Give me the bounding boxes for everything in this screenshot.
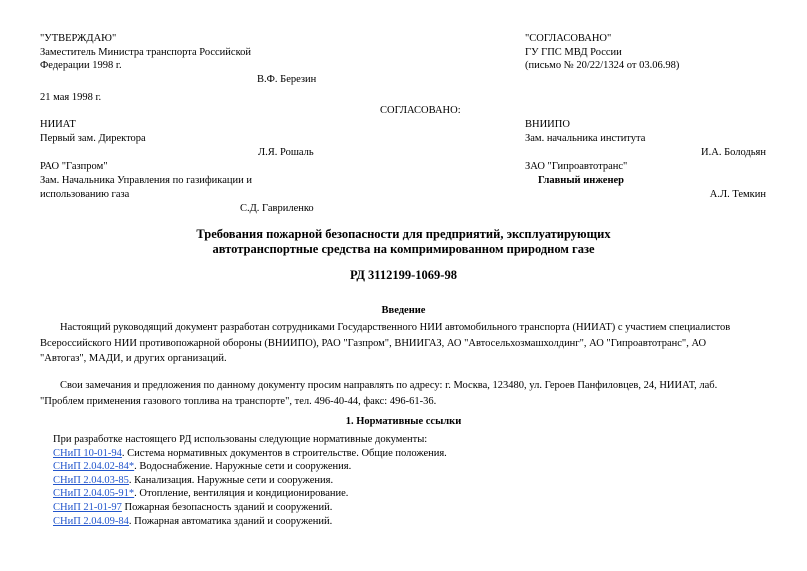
intro-line: Всероссийского НИИ противопожарной обороны (ВНИИПО), РАО "Газпром", ВНИИГАЗ, АО "Автосельхозмашхолдинг", АО "Гипроавтотранс", АО xyxy=(40,337,707,349)
approval-right-line: ГУ ГПС МВД России xyxy=(525,46,622,58)
niiat-post: Первый зам. Директора xyxy=(40,133,146,144)
intro-heading: Введение xyxy=(381,305,426,316)
agreed-heading: СОГЛАСОВАНО: xyxy=(380,105,461,116)
reference-text: Пожарная безопасность зданий и сооружений. xyxy=(121,501,333,513)
doc-title-line: Требования пожарной безопасности для предприятий, эксплуатирующих xyxy=(196,227,611,241)
reference-link[interactable]: СНиП 10-01-94 xyxy=(53,447,122,459)
reference-text: . Водоснабжение. Наружные сети и сооружения. xyxy=(134,461,352,473)
intro-line: Настоящий руководящий документ разработан сотрудниками Государственного НИИ автомобильного транспорта (НИИАТ) с участием специалистов xyxy=(60,322,731,333)
reference-item xyxy=(53,501,447,515)
intro-line: "Автогаз", МАДИ, и других организаций. xyxy=(40,353,227,364)
niiat-name: НИИАТ xyxy=(40,119,76,130)
gazprom-post: Зам. Начальника Управления по газификации и xyxy=(40,175,252,186)
reference-item xyxy=(53,515,447,529)
reference-link[interactable]: СНиП 2.04.02-84* xyxy=(53,461,135,473)
approval-left-date: 21 мая 1998 г. xyxy=(40,92,102,103)
approval-left-block xyxy=(40,32,251,73)
approval-right-block xyxy=(525,32,679,73)
doc-code: РД 3112199-1069-98 xyxy=(350,268,457,282)
approval-left-line: Федерации 1998 г. xyxy=(40,60,122,72)
approval-right-title: "СОГЛАСОВАНО" xyxy=(525,33,612,44)
references-lead: При разработке настоящего РД использованы следующие нормативные документы: xyxy=(53,434,428,445)
approval-left-title: "УТВЕРЖДАЮ" xyxy=(40,33,117,44)
reference-text: . Канализация. Наружные сети и сооружения. xyxy=(128,474,334,486)
approval-right-line: (письмо № 20/22/1324 от 03.06.98) xyxy=(525,60,680,72)
intro-paragraph-1 xyxy=(40,320,770,367)
gipro-name: ЗАО "Гипроавтотранс" xyxy=(525,161,628,172)
doc-title-line: автотранспортные средства на компримированном природном газе xyxy=(212,242,595,256)
intro-line: "Проблем применения газового топлива на транспорте", тел. 496-40-44, факс: 496-61-36. xyxy=(40,395,437,407)
approval-left-signer: В.Ф. Березин xyxy=(257,74,317,85)
section-1-heading: 1. Нормативные ссылки xyxy=(345,416,462,427)
reference-text: . Пожарная автоматика зданий и сооружений. xyxy=(128,515,333,527)
approval-left-line: Заместитель Министра транспорта Российской xyxy=(40,46,251,58)
reference-text: . Отопление, вентиляция и кондиционирование. xyxy=(134,488,349,500)
vniipo-signer: И.А. Болодьян xyxy=(701,147,766,158)
gipro-post: Главный инженер xyxy=(538,175,625,186)
reference-text: . Система нормативных документов в строительстве. Общие положения. xyxy=(121,447,447,459)
reference-link[interactable]: СНиП 21-01-97 xyxy=(53,501,122,513)
intro-paragraph-2 xyxy=(40,378,770,409)
reference-item xyxy=(53,447,447,461)
vniipo-name: ВНИИПО xyxy=(525,119,570,130)
gazprom-signer: С.Д. Гавриленко xyxy=(240,203,314,214)
intro-line: Свои замечания и предложения по данному документу просим направлять по адресу: г. Москва, 123480, ул. Героев Панфиловцев, 24, НИИАТ, лаб. xyxy=(60,380,718,391)
reference-item xyxy=(53,460,447,474)
references-list xyxy=(53,433,447,528)
gazprom-post: использованию газа xyxy=(40,189,130,200)
reference-link[interactable]: СНиП 2.04.05-91* xyxy=(53,488,135,500)
gipro-signer: А.Л. Темкин xyxy=(709,189,766,200)
reference-item xyxy=(53,487,447,501)
reference-link[interactable]: СНиП 2.04.09-84 xyxy=(53,515,129,527)
vniipo-post: Зам. начальника института xyxy=(525,133,646,144)
reference-link[interactable]: СНиП 2.04.03-85 xyxy=(53,474,129,486)
niiat-signer: Л.Я. Рошаль xyxy=(258,147,314,158)
reference-item xyxy=(53,474,447,488)
gazprom-name: РАО "Газпром" xyxy=(40,161,108,172)
